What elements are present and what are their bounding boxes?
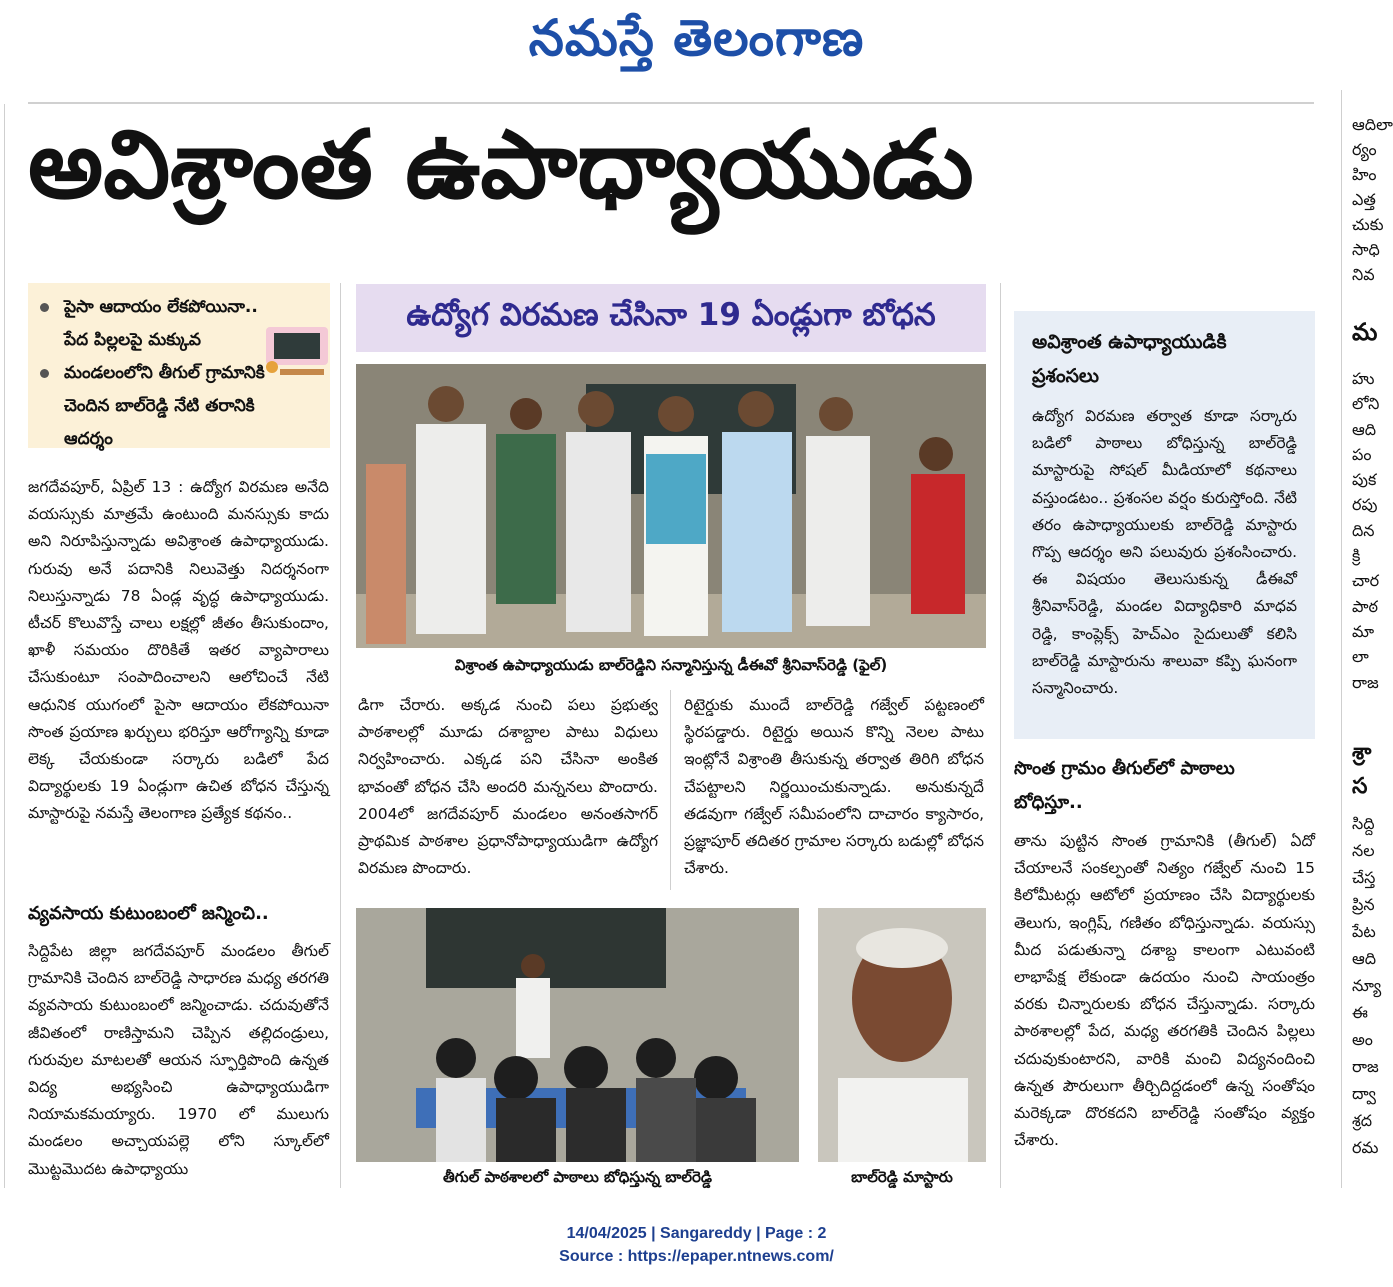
adjacent-article-heading: శ్రా స <box>1352 740 1372 799</box>
classroom-photo-image <box>356 908 799 1162</box>
highlights-box <box>28 283 330 448</box>
article-paragraph-career: డిగా చేరారు. అక్కడ నుంచి పలు ప్రభుత్వ పాఠశాలల్లో మూడు దశాబ్దాల పాటు విధులు నిర్వహించారు. ఎక్కడ పని చేసినా అంకిత భావంతో బోధన చేసి అందరి మన్ననలు పొందారు. 2004లో జగదేవపూర్ మండలం అనంతసాగర్ ప్రాథమిక పాఠశాల ప్రధానోపాధ్యాయుడిగా ఉద్యోగ విరమణ పొందారు. <box>358 696 658 878</box>
adjacent-article-fragment: సిద్ది నల చేస్త ప్రిన పేట ఆది న్యూ ఈ అం రాజ ద్వా శ్రద రమ <box>1352 814 1382 1157</box>
highlight-item-2: మండలంలోని తీగుల్ గ్రామానికి చెందిన బాల్‌రెడ్డి నేటి తరానికి ఆదర్శం <box>28 357 266 456</box>
column-divider <box>1341 90 1342 1188</box>
praise-sidebar <box>1014 311 1315 739</box>
article-paragraph-after-retirement: రిటైర్డుకు ముందే బాల్‌రెడ్డి గజ్వేల్ పట్టణంలో స్థిరపడ్డారు. రిటైర్డు అయిన కొన్ని నెలల పాటు ఇంట్లోనే విశ్రాంతి తీసుకున్న తర్వాత తిరిగి బోధన చేపట్టాలని నిర్ణయించుకున్నాడు. అనుకున్నదే తడవుగా గజ్వేల్ సమీపంలోని దాచారం క్యాసారం, ప్రజ్ఞాపూర్ తదితర గ్రామాల సర్కారు బడుల్లో బోధన చేశారు. <box>684 696 984 878</box>
praise-sidebar-title: అవిశ్రాంత ఉపాధ్యాయుడికి ప్రశంసలు <box>1032 331 1227 387</box>
headline: అవిశ్రాంత ఉపాధ్యాయుడు <box>28 111 974 220</box>
highlight-item-1: పైసా ఆదాయం లేకపోయినా.. పేద పిల్లలపై మక్కువ <box>28 291 266 357</box>
adjacent-article-fragment: ఆదిలా ర్యం హిం ఎత్త చుకు సాధి నివ <box>1352 115 1393 284</box>
column-divider <box>1000 283 1001 1188</box>
felicitation-photo <box>356 364 986 648</box>
bullet-icon <box>40 369 49 378</box>
adjacent-article-heading: మ <box>1352 318 1378 346</box>
classroom-photo <box>356 908 799 1162</box>
section-heading-farming-family: వ్యవసాయ కుటుంబంలో జన్మించి.. <box>28 903 269 924</box>
column-divider <box>340 283 341 1188</box>
praise-sidebar-body: ఉద్యోగ విరమణ తర్వాత కూడా సర్కారు బడిలో పాఠాలు బోధిస్తున్న బాల్‌రెడ్డి మాస్టారుపై సోషల్ మీడియాలో కథనాలు వస్తుండటం.. ప్రశంసల వర్షం కురుస్తోంది. నేటి తరం ఉపాధ్యాయులకు బాల్‌రెడ్డి మాస్టారు గొప్ప ఆదర్శం అని పలువురు ప్రశంసించారు. ఈ విషయం తెలుసుకున్న డీఈవో శ్రీనివాస్‌రెడ్డి, మండల విద్యాధికారి మాధవ రెడ్డి, కాంప్లెక్స్ హెచ్ఎం సైదులుతో కలిసి బాల్‌రెడ్డి మాస్టారును శాలువా కప్పి ఘనంగా సన్మానించారు. <box>1032 407 1297 698</box>
felicitation-photo-caption: విశ్రాంత ఉపాధ్యాయుడు బాల్‌రెడ్డిని సన్మానిస్తున్న డీఈవో శ్రీనివాస్‌రెడ్డి (ఫైల్) <box>454 656 888 674</box>
page-footer <box>0 1222 1393 1268</box>
newspaper-masthead: నమస్తే తెలంగాణ <box>528 8 865 67</box>
classroom-photo-caption: తీగుల్ పాఠశాలలో పాఠాలు బోధిస్తున్న బాల్‌రెడ్డి <box>443 1168 712 1186</box>
subheadline-banner: ఉద్యోగ విరమణ చేసినా 19 ఏండ్లుగా బోధన <box>356 284 986 352</box>
footer-source-link[interactable]: Source : https://epaper.ntnews.com/ <box>559 1248 834 1265</box>
classroom-illustration-icon <box>260 323 332 381</box>
column-divider <box>670 690 671 890</box>
page-edge-divider <box>4 104 5 1188</box>
article-intro-paragraph: జగదేవపూర్, ఏప్రిల్ 13 : ఉద్యోగ విరమణ అనేది వయస్సుకు మాత్రమే ఉంటుంది మనస్సుకు కాదు అని నిరూపిస్తున్నాడు అవిశ్రాంత ఉపాధ్యాయుడు. గురువు అనే పదానికి నిలువెత్తు నిదర్శనంగా నిలుస్తున్నాడు 78 ఏండ్ల వృద్ధ ఉపాధ్యాయుడు. టీచర్ కొలువొస్తే చాలు లక్షల్లో జీతం తీసుకుందాం, ఖాళీ సమయం దొరికితే ఇతర వ్యాపారాలు చేసుకుంటూ సంపాదించాలని ఆలోచించే నేటి ఆధునిక యుగంలో పైసా ఆదాయం లేకపోయినా సొంత ప్రయాణ ఖర్చులు భరిస్తూ ఆరోగ్యాన్ని కూడా లెక్క చేయకుండా సర్కారు బడిలో పేద విద్యార్థులకు 19 ఏండ్లుగా ఉచిత బోధన చేస్తున్న మాస్టారుపై నమస్తే తెలంగాణ ప్రత్యేక కథనం.. <box>28 478 329 823</box>
masthead-divider <box>28 102 1314 104</box>
footer-date-edition: 14/04/2025 | Sangareddy | Page : 2 <box>566 1225 827 1242</box>
bullet-icon <box>40 303 49 312</box>
felicitation-photo-image <box>356 364 986 648</box>
article-paragraph-native-village: తాను పుట్టిన సొంత గ్రామానికి (తీగుల్) ఏదో చేయాలనే సంకల్పంతో నిత్యం గజ్వేల్ నుంచి 15 కిలోమీటర్లు ఆటోలో ప్రయాణం చేసి విద్యార్థులకు తెలుగు, ఇంగ్లిష్, గణితం బోధిస్తున్నాడు. వయస్సు మీద పడుతున్నా దశాబ్ద కాలంగా ఎటువంటి లాభాపేక్ష లేకుండా ఉదయం నుంచి సాయంత్రం వరకు చిన్నారులకు బోధన చేస్తున్నాడు. సర్కారు పాఠశాలల్లో పేద, మధ్య తరగతికి చెందిన పిల్లలు చదువుకుంటారని, వారికి మంచి విద్యనందించి ఉన్నత పౌరులుగా తీర్చిదిద్దడంలో ఉన్న సంతోషం మరెక్కడా దొరకదని బాల్‌రెడ్డి సంతోషం వ్యక్తం చేశారు. <box>1014 832 1315 1150</box>
article-paragraph-early-life: సిద్దిపేట జిల్లా జగదేవపూర్ మండలం తీగుల్ గ్రామానికి చెందిన బాల్‌రెడ్డి సాధారణ మధ్య తరగతి వ్యవసాయ కుటుంబంలో జన్మించాడు. చదువుతోనే జీవితంలో రాణిస్తామని చెప్పిన తల్లిదండ్రులు, గురువుల మాటలతో ఆయన స్ఫూర్తిపొంది ఉన్నత విద్య అభ్యసించి ఉపాధ్యాయుడిగా నియామకమయ్యారు. 1970 లో ములుగు మండలం అచ్చాయపల్లె లోని స్కూల్‌లో మొట్టమొదట ఉపాధ్యాయు <box>28 942 329 1178</box>
portrait-photo-caption: బాల్‌రెడ్డి మాస్టారు <box>851 1168 953 1186</box>
adjacent-article-fragment: హు లోని ఆది పం పుక రపు దిన క్రి చార పాఠ మా లా రాజ <box>1352 369 1380 692</box>
portrait-photo-image <box>818 908 986 1162</box>
portrait-photo <box>818 908 986 1162</box>
section-heading-native-village: సొంత గ్రామం తీగుల్‌లో పాఠాలు బోధిస్తూ.. <box>1014 758 1235 813</box>
